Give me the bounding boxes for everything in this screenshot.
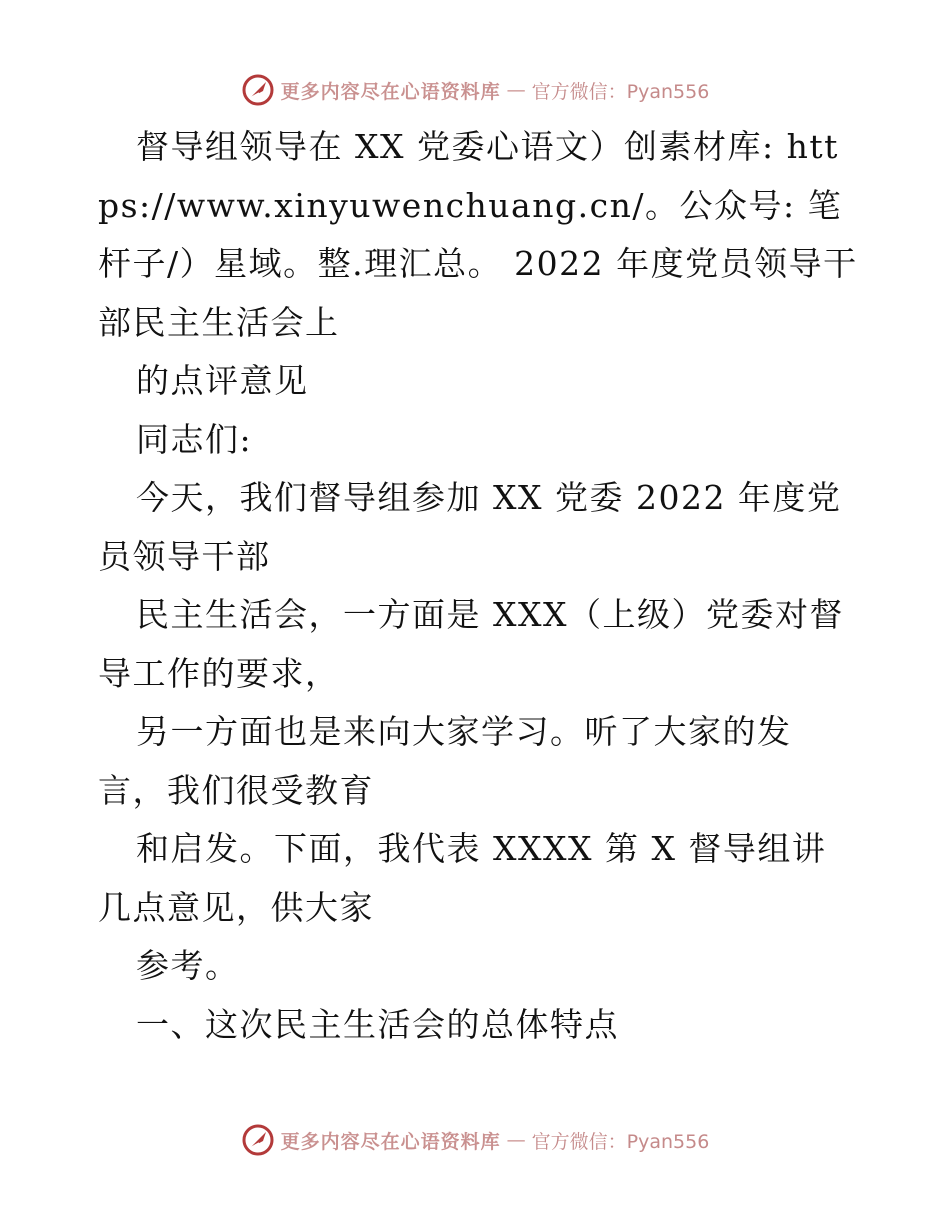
paragraph-body-4: 和启发。下面，我代表 XXXX 第 X 督导组讲几点意见，供大家 xyxy=(98,829,827,927)
paragraph-body-3: 另一方面也是来向大家学习。听了大家的发言，我们很受教育 xyxy=(98,712,792,810)
paragraph-salutation: 同志们: xyxy=(136,419,253,459)
paragraph-body-2: 民主生活会，一方面是 XXX（上级）党委对督导工作的要求， xyxy=(98,595,844,693)
banner-wechat-id: 官方微信：Pyan556 xyxy=(531,80,710,103)
section-heading-1: 一、这次民主生活会的总体特点 xyxy=(136,1004,619,1044)
quill-logo-icon xyxy=(241,73,275,107)
paragraph-title-continued: 的点评意见 xyxy=(136,361,309,400)
banner-separator: — xyxy=(506,79,526,101)
paragraph-body-1: 今天，我们督导组参加 XX 党委 2022 年度党员领导干部 xyxy=(98,478,842,576)
banner-wechat-id: 官方微信：Pyan556 xyxy=(531,1130,710,1153)
banner-separator: — xyxy=(506,1129,526,1151)
footer-banner xyxy=(0,1120,950,1160)
paragraph-intro: 督导组领导在 XX 党委心语文）创素材库: https://www.xinyuwenchuang.cn/。公众号: 笔杆子/）星域。整.理汇总。 2022 年度党员领导干部民主生活会上 xyxy=(98,127,858,342)
document-body xyxy=(98,118,858,1054)
paragraph-body-5: 参考。 xyxy=(136,946,240,985)
header-banner xyxy=(0,70,950,110)
quill-logo-icon xyxy=(241,1123,275,1157)
banner-slogan: 更多内容尽在心语资料库 xyxy=(280,1130,501,1153)
banner-slogan: 更多内容尽在心语资料库 xyxy=(280,80,501,103)
